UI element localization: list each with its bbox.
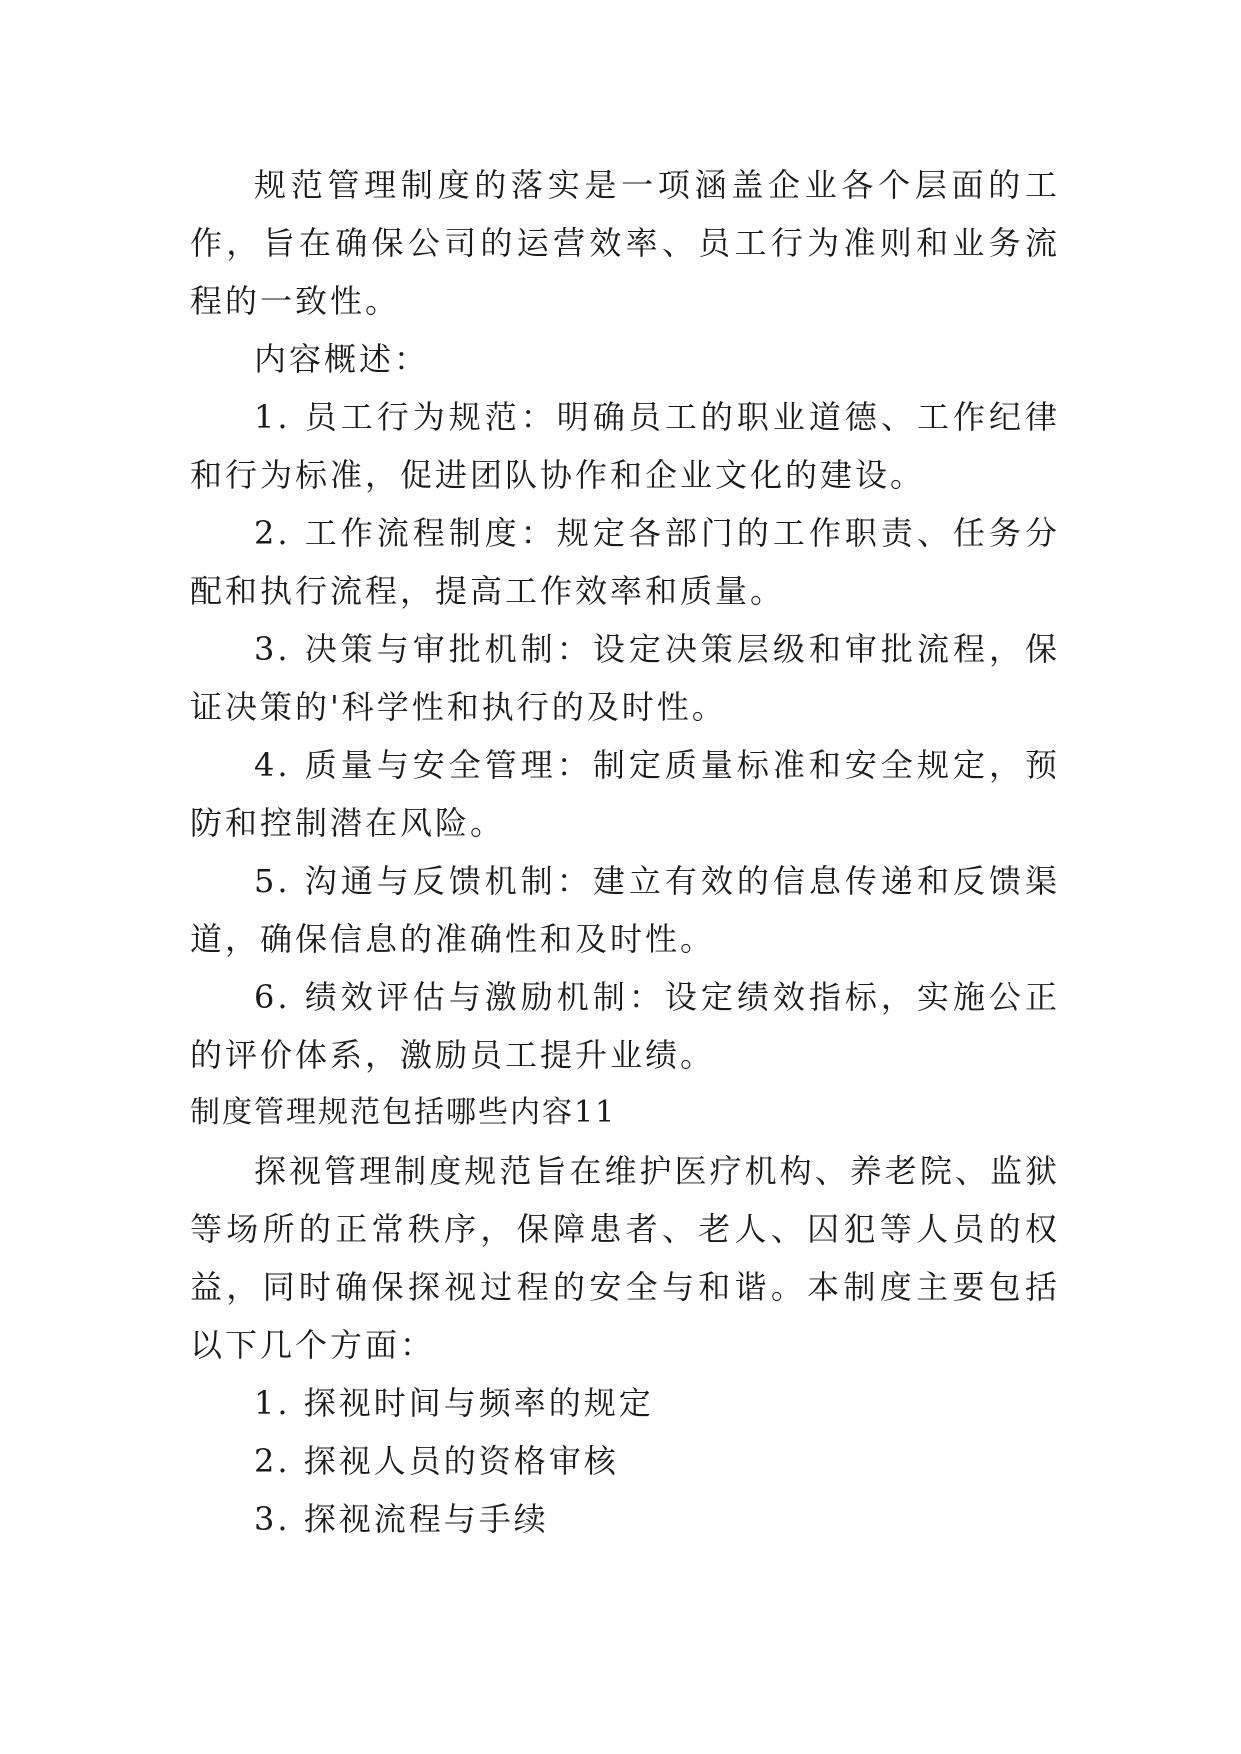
intro-paragraph: 规范管理制度的落实是一项涵盖企业各个层面的工作，旨在确保公司的运营效率、员工行为准则和业务流程的一致性。 — [190, 166, 1060, 320]
overview-item-2: 2. 工作流程制度：规定各部门的工作职责、任务分配和执行流程，提高工作效率和质量。 — [190, 514, 1060, 610]
overview-item-3: 3. 决策与审批机制：设定决策层级和审批流程，保证决策的'科学性和执行的及时性。 — [190, 630, 1060, 726]
overview-label: 内容概述： — [254, 340, 430, 378]
document-page — [190, 156, 1060, 1548]
section-item-3: 3. 探视流程与手续 — [254, 1500, 549, 1538]
section-heading: 制度管理规范包括哪些内容11 — [190, 1095, 617, 1130]
overview-item-6: 6. 绩效评估与激励机制：设定绩效指标，实施公正的评价体系，激励员工提升业绩。 — [190, 978, 1060, 1074]
section-item-2: 2. 探视人员的资格审核 — [254, 1442, 619, 1480]
overview-item-5: 5. 沟通与反馈机制：建立有效的信息传递和反馈渠道，确保信息的准确性和及时性。 — [190, 862, 1060, 958]
overview-item-4: 4. 质量与安全管理：制定质量标准和安全规定，预防和控制潜在风险。 — [190, 746, 1060, 842]
section-paragraph: 探视管理制度规范旨在维护医疗机构、养老院、监狱等场所的正常秩序，保障患者、老人、囚犯等人员的权益，同时确保探视过程的安全与和谐。本制度主要包括以下几个方面： — [190, 1152, 1060, 1364]
section-item-1: 1. 探视时间与频率的规定 — [254, 1384, 654, 1422]
overview-item-1: 1. 员工行为规范：明确员工的职业道德、工作纪律和行为标准，促进团队协作和企业文化的建设。 — [190, 398, 1060, 494]
